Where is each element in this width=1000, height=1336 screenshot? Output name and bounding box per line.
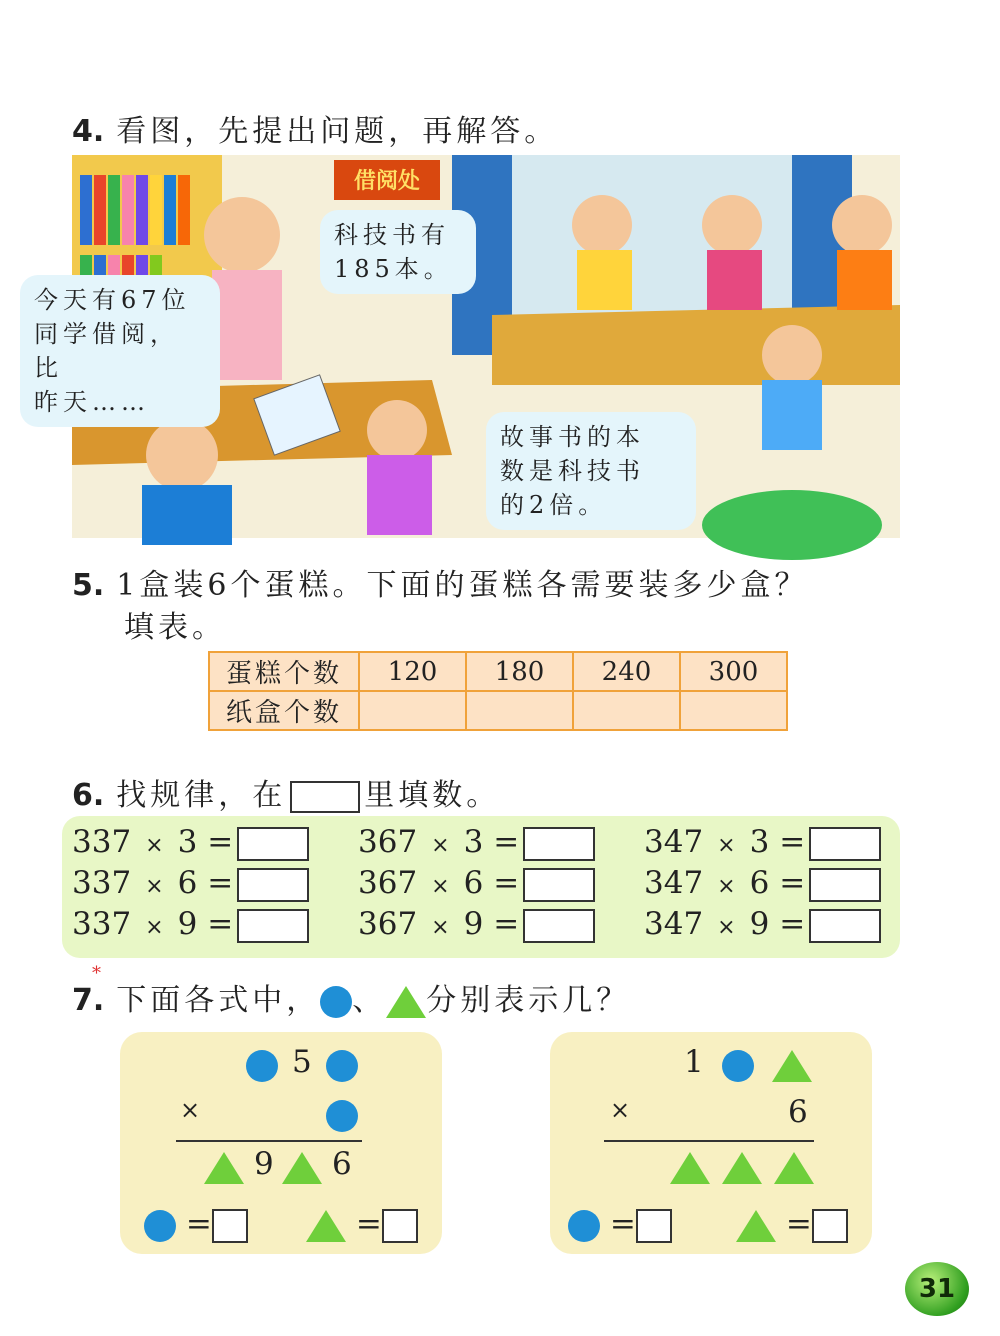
circle-answer-box[interactable]	[636, 1209, 672, 1243]
multiplicand: 337	[72, 906, 132, 942]
answer-box[interactable]	[237, 909, 309, 943]
triangle-icon	[670, 1148, 710, 1184]
equals-sign: =	[207, 906, 234, 942]
q7-star: *	[92, 963, 105, 984]
inline-answer-box	[290, 781, 360, 813]
triangle-icon	[772, 1046, 812, 1082]
bubble-left-line: 同学借阅，比	[34, 320, 179, 382]
equals-sign: =	[779, 824, 806, 860]
cake-table	[208, 651, 788, 731]
circle-icon	[326, 1096, 358, 1132]
circle-answer	[144, 1206, 248, 1243]
bubble-top-line: 科技书有	[334, 221, 450, 249]
pattern-equation	[644, 863, 881, 903]
q5-line2: 填表。	[124, 610, 226, 645]
triangle-icon	[722, 1148, 762, 1184]
triangle-answer	[306, 1206, 418, 1243]
times-sign: ×	[717, 833, 736, 858]
row-header-boxes: 纸盒个数	[209, 691, 359, 730]
times-sign: ×	[145, 874, 164, 899]
cake-count-cell: 240	[573, 652, 680, 691]
triangle-answer	[736, 1206, 848, 1243]
result-digit: 9	[254, 1146, 274, 1182]
table-row	[209, 691, 787, 730]
underline	[176, 1140, 362, 1142]
equals-sign: =	[355, 1206, 382, 1242]
digit-5: 5	[292, 1044, 312, 1080]
box-answer-cell[interactable]	[466, 691, 573, 730]
puzzle-left	[120, 1032, 442, 1254]
multiplicand: 367	[358, 824, 418, 860]
answer-box[interactable]	[523, 868, 595, 902]
times-sign: ×	[431, 833, 450, 858]
equals-sign: =	[185, 1206, 212, 1242]
multiplier: 9	[463, 906, 484, 942]
triangle-symbol-icon	[386, 986, 426, 1018]
library-illustration	[34, 155, 900, 538]
multiplicand: 347	[644, 865, 704, 901]
equals-sign: =	[207, 865, 234, 901]
q4-heading	[72, 106, 558, 150]
times-sign: ×	[431, 915, 450, 940]
equals-sign: =	[785, 1206, 812, 1242]
triangle-icon	[774, 1148, 814, 1184]
circle-icon	[326, 1046, 358, 1082]
box-answer-cell[interactable]	[573, 691, 680, 730]
pattern-equation	[358, 822, 595, 862]
q7-text-after: 分别表示几？	[426, 983, 631, 1018]
triangle-icon	[282, 1148, 322, 1184]
q6-number: 6.	[72, 778, 105, 813]
answer-box[interactable]	[809, 909, 881, 943]
equals-sign: =	[493, 824, 520, 860]
equals-sign: =	[609, 1206, 636, 1242]
circle-icon	[722, 1046, 754, 1082]
equals-sign: =	[493, 865, 520, 901]
times-sign: ×	[180, 1096, 201, 1124]
equals-sign: =	[493, 906, 520, 942]
multiplier: 3	[463, 824, 484, 860]
multiplier: 6	[177, 865, 198, 901]
times-sign: ×	[610, 1096, 631, 1124]
triangle-answer-box[interactable]	[382, 1209, 418, 1243]
q7-heading	[72, 963, 631, 1019]
q5-number: 5.	[72, 568, 105, 603]
digit-1: 1	[684, 1044, 704, 1080]
speech-bubble-left	[20, 275, 220, 427]
multiplier-digit: 6	[788, 1094, 808, 1130]
pattern-equation	[72, 904, 309, 944]
pattern-equation	[72, 822, 309, 862]
q6-text-after: 里填数。	[364, 778, 501, 813]
q7-number: 7.	[72, 983, 105, 1018]
q7-sep: 、	[352, 983, 387, 1018]
multiplicand: 367	[358, 906, 418, 942]
speech-bubble-top	[320, 210, 476, 294]
pattern-equation	[358, 863, 595, 903]
multiplicand: 347	[644, 824, 704, 860]
answer-box[interactable]	[809, 868, 881, 902]
times-sign: ×	[717, 915, 736, 940]
multiplier: 6	[749, 865, 770, 901]
q5-line1: 1盒装6个蛋糕。下面的蛋糕各需要装多少盒？	[116, 568, 809, 603]
triangle-icon	[204, 1148, 244, 1184]
speech-bubble-right	[486, 412, 696, 530]
library-sign-text: 借阅处	[353, 169, 421, 194]
circle-icon	[246, 1046, 278, 1082]
bubble-right-line: 故事书的本	[500, 423, 645, 451]
multiplier: 3	[749, 824, 770, 860]
bubble-right-line: 的2倍。	[500, 491, 608, 519]
bubble-right-line: 数是科技书	[500, 457, 645, 485]
times-sign: ×	[717, 874, 736, 899]
cake-count-cell: 180	[466, 652, 573, 691]
pattern-panel	[62, 816, 900, 958]
q6-heading	[72, 770, 500, 814]
multiplier: 9	[177, 906, 198, 942]
bubble-top-line: 185本。	[334, 255, 453, 283]
q7-text-before: 下面各式中，	[116, 983, 321, 1018]
pattern-equation	[72, 863, 309, 903]
answer-box[interactable]	[523, 827, 595, 861]
times-sign: ×	[431, 874, 450, 899]
multiplicand: 337	[72, 865, 132, 901]
circle-answer	[568, 1206, 672, 1243]
pattern-equation	[644, 904, 881, 944]
underline	[604, 1140, 814, 1142]
multiplicand: 337	[72, 824, 132, 860]
table-row	[209, 652, 787, 691]
page-number: 31	[905, 1262, 969, 1316]
times-sign: ×	[145, 915, 164, 940]
pattern-equation	[644, 822, 881, 862]
multiplier: 3	[177, 824, 198, 860]
answer-box[interactable]	[237, 827, 309, 861]
q6-text-before: 找规律，在	[116, 778, 287, 813]
answer-box[interactable]	[523, 909, 595, 943]
row-header-cakes: 蛋糕个数	[209, 652, 359, 691]
multiplier: 9	[749, 906, 770, 942]
box-answer-cell[interactable]	[680, 691, 787, 730]
answer-box[interactable]	[809, 827, 881, 861]
triangle-answer-box[interactable]	[812, 1209, 848, 1243]
cake-count-cell: 300	[680, 652, 787, 691]
pattern-equation	[358, 904, 595, 944]
bubble-left-line: 昨天……	[34, 388, 150, 416]
circle-answer-box[interactable]	[212, 1209, 248, 1243]
q4-text: 看图，先提出问题，再解答。	[116, 114, 559, 149]
box-answer-cell[interactable]	[359, 691, 466, 730]
equals-sign: =	[779, 906, 806, 942]
multiplier: 6	[463, 865, 484, 901]
q4-number: 4.	[72, 114, 105, 149]
equals-sign: =	[207, 824, 234, 860]
answer-box[interactable]	[237, 868, 309, 902]
bubble-left-line: 今天有67位	[34, 286, 191, 314]
multiplicand: 367	[358, 865, 418, 901]
multiplicand: 347	[644, 906, 704, 942]
times-sign: ×	[145, 833, 164, 858]
result-digit: 6	[332, 1146, 352, 1182]
cake-count-cell: 120	[359, 652, 466, 691]
puzzle-right	[550, 1032, 872, 1254]
q5-heading	[72, 560, 808, 604]
circle-symbol-icon	[320, 986, 352, 1018]
equals-sign: =	[779, 865, 806, 901]
